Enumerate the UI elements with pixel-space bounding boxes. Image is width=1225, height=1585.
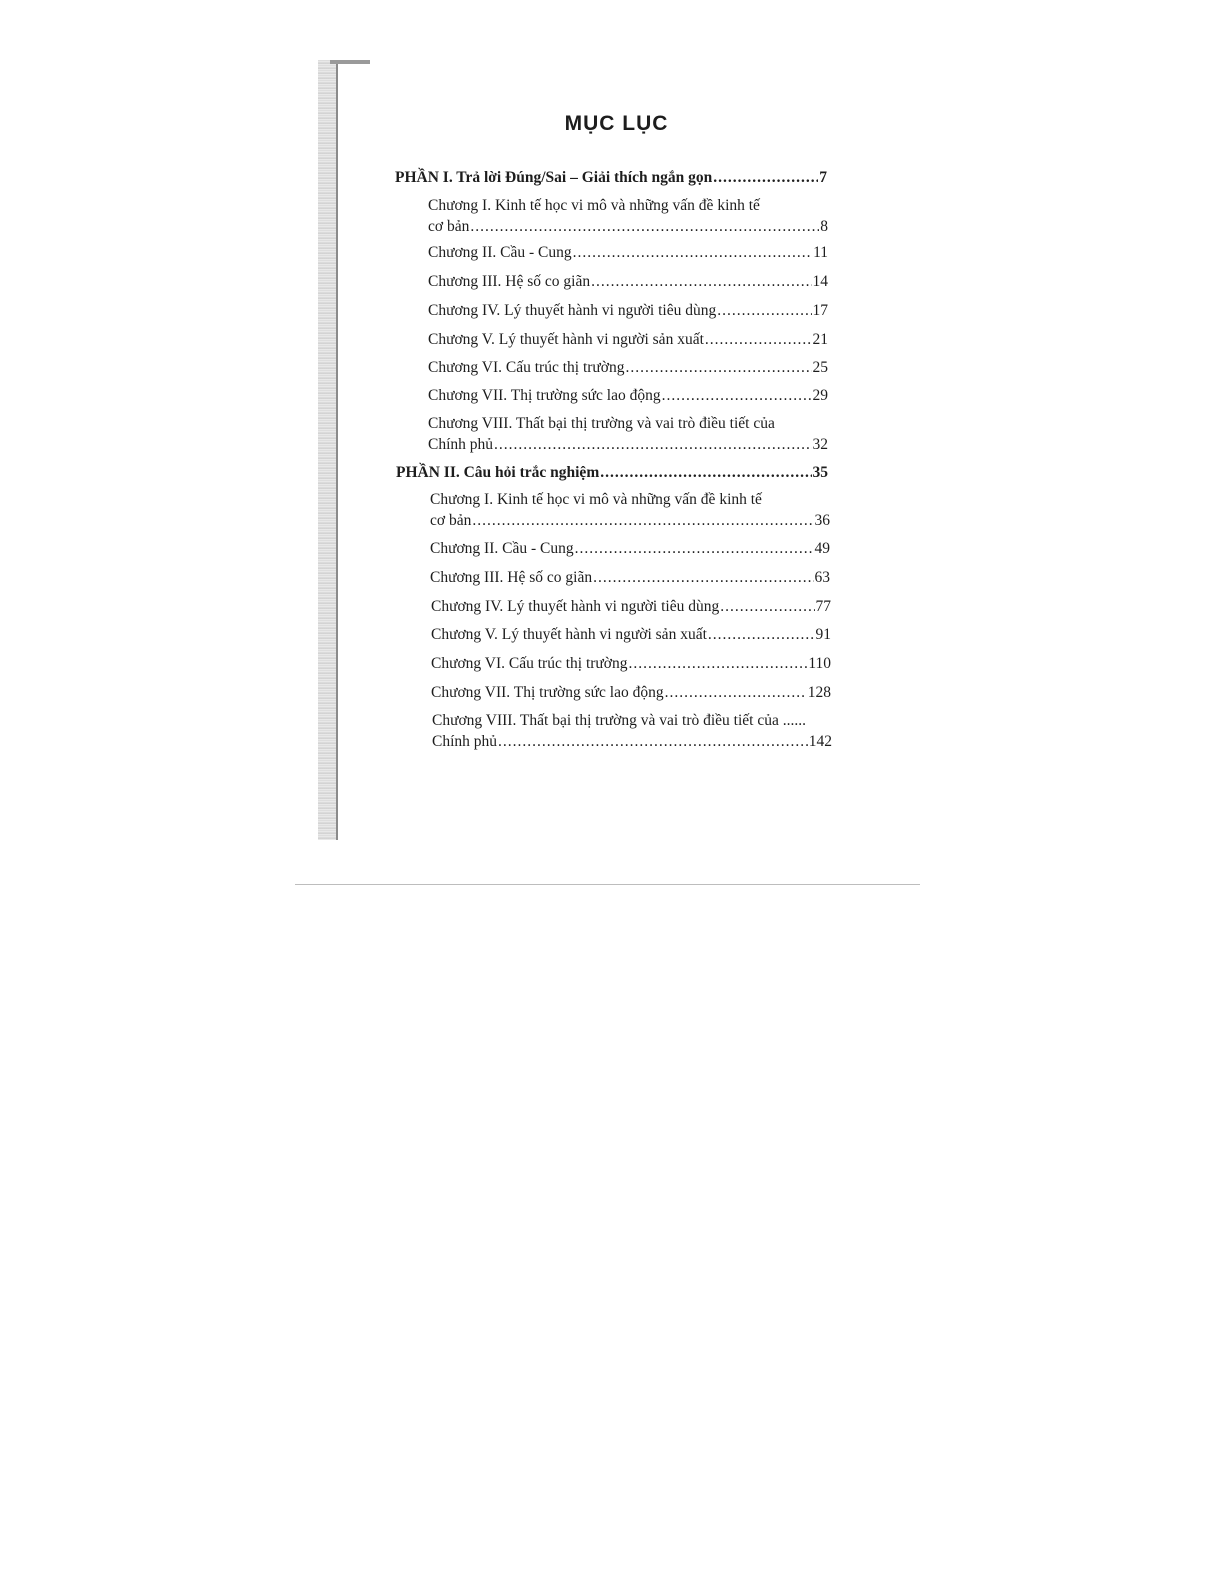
toc-chapter[interactable]: [430, 490, 830, 531]
toc-part-title: PHẦN II. Câu hỏi trắc nghiệm: [396, 464, 600, 481]
toc-leader: [629, 654, 808, 674]
toc-chapter-title: Chính phủ: [432, 733, 498, 750]
toc-page-number: 63: [814, 569, 830, 586]
toc-leader: [600, 463, 811, 483]
toc-page-number: 11: [813, 244, 828, 261]
toc-page-number: 7: [819, 169, 827, 186]
toc-chapter-title: Chương VII. Thị trường sức lao động: [428, 387, 661, 404]
toc-leader: [626, 358, 812, 378]
toc-leader: [717, 301, 811, 321]
toc-chapter[interactable]: [431, 625, 831, 645]
toc-page-number: 17: [812, 302, 828, 319]
toc-chapter-title: Chương II. Cầu - Cung: [428, 244, 572, 261]
toc-chapter[interactable]: [428, 301, 828, 321]
toc-page-number: 35: [812, 464, 828, 481]
toc-chapter-title: Chương IV. Lý thuyết hành vi người tiêu dùng: [428, 302, 717, 319]
toc-leader: [593, 568, 813, 588]
toc-chapter-title: Chương V. Lý thuyết hành vi người sản xuất: [428, 331, 704, 348]
toc-page-number: 8: [820, 218, 828, 235]
toc-chapter-title: Chương V. Lý thuyết hành vi người sản xuất: [431, 626, 707, 643]
toc-page-number: 25: [812, 359, 828, 376]
toc-chapter[interactable]: [428, 272, 828, 292]
toc-leader: [472, 511, 813, 531]
toc-leader: [470, 217, 819, 237]
toc-chapter-title-line: Chương VIII. Thất bại thị trường và vai trò điều tiết của: [428, 415, 775, 432]
toc-leader: [708, 625, 815, 645]
toc-page-number: 49: [814, 540, 830, 557]
toc-page-number: 128: [807, 684, 831, 701]
toc-leader: [498, 732, 808, 752]
toc-chapter[interactable]: [430, 568, 830, 588]
page-title: MỤC LỤC: [564, 112, 669, 135]
toc-page-number: 14: [812, 273, 828, 290]
toc-chapter-title-line: Chương I. Kinh tế học vi mô và những vấn đề kinh tế: [428, 197, 760, 214]
toc-chapter[interactable]: [428, 196, 828, 237]
toc-chapter-title: Chương VI. Cấu trúc thị trường: [428, 359, 625, 376]
toc-page-number: 36: [814, 512, 830, 529]
toc-leader: [573, 243, 812, 263]
toc-chapter-title: Chính phủ: [428, 436, 494, 453]
toc-chapter[interactable]: [428, 386, 828, 406]
toc-page-number: 142: [808, 733, 832, 750]
toc-chapter-title: Chương VI. Cấu trúc thị trường: [431, 655, 628, 672]
toc-leader: [713, 168, 818, 188]
toc-chapter[interactable]: [428, 414, 828, 455]
toc-leader: [720, 597, 814, 617]
toc-chapter[interactable]: [432, 711, 832, 752]
toc-chapter-title: Chương II. Cầu - Cung: [430, 540, 574, 557]
toc-chapter-title: cơ bản: [428, 218, 470, 235]
toc-chapter-title-line: Chương I. Kinh tế học vi mô và những vấn đề kinh tế: [430, 491, 762, 508]
toc-leader: [575, 539, 814, 559]
toc-part-2[interactable]: [396, 463, 828, 483]
toc-chapter[interactable]: [431, 683, 831, 703]
toc-chapter-title: Chương III. Hệ số co giãn: [428, 273, 591, 290]
toc-leader: [591, 272, 811, 292]
toc-chapter[interactable]: [431, 654, 831, 674]
toc-leader: [665, 683, 807, 703]
page-bottom-rule: [295, 884, 920, 885]
toc-page-number: 29: [812, 387, 828, 404]
toc-chapter-title: cơ bản: [430, 512, 472, 529]
toc-chapter[interactable]: [431, 597, 831, 617]
toc-chapter-title: Chương IV. Lý thuyết hành vi người tiêu dùng: [431, 598, 720, 615]
toc-page-number: 91: [815, 626, 831, 643]
toc-part-title: PHẦN I. Trả lời Đúng/Sai – Giải thích ngắn gọn: [395, 169, 713, 186]
toc-page-number: 77: [815, 598, 831, 615]
toc-chapter[interactable]: [428, 243, 828, 263]
toc-leader: [494, 435, 811, 455]
toc-page-number: 110: [808, 655, 831, 672]
toc-leader: [705, 330, 812, 350]
toc-leader: [662, 386, 812, 406]
toc-chapter[interactable]: [430, 539, 830, 559]
toc-chapter-title-line: Chương VIII. Thất bại thị trường và vai trò điều tiết của ......: [432, 712, 806, 729]
toc-page-number: 21: [812, 331, 828, 348]
toc-chapter-title: Chương VII. Thị trường sức lao động: [431, 684, 664, 701]
toc-part-1[interactable]: [395, 168, 827, 188]
toc-chapter[interactable]: [428, 330, 828, 350]
toc-page-number: 32: [812, 436, 828, 453]
toc-chapter-title: Chương III. Hệ số co giãn: [430, 569, 593, 586]
toc-chapter[interactable]: [428, 358, 828, 378]
